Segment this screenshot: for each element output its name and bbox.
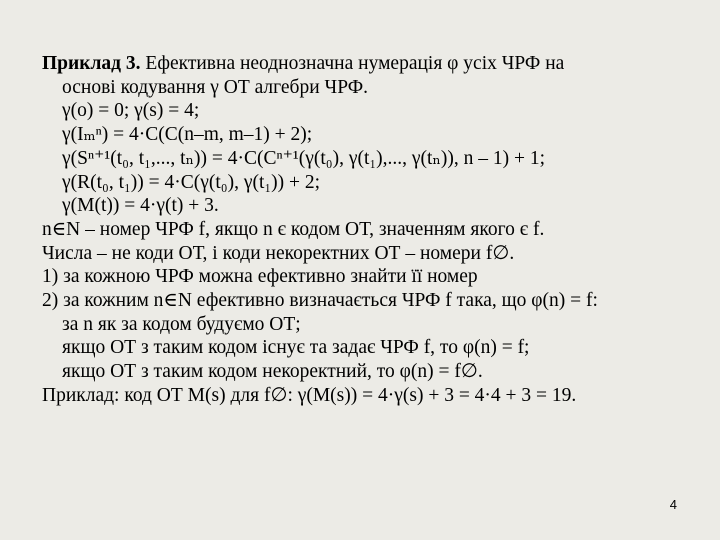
title-continuation: основі кодування γ ОТ алгебри ЧРФ. xyxy=(62,76,369,98)
slide-title xyxy=(42,52,702,76)
sub-line: якщо ОТ з таким кодом некоректний, то φ(n) = f∅. xyxy=(62,361,483,383)
example-heading: Приклад 3. xyxy=(42,53,141,74)
page-number: 4 xyxy=(669,497,677,512)
sub-line: якщо ОТ з таким кодом існує та задає ЧРФ f, то φ(n) = f; xyxy=(62,337,530,359)
body-line: 2) за кожним n∈N ефективно визначається ЧРФ f така, що φ(n) = f: xyxy=(42,290,598,312)
formula-line: γ(R(t₀, t₁)) = 4·C(γ(t₀), γ(t₁)) + 2; xyxy=(62,171,321,193)
body-line: 1) за кожною ЧРФ можна ефективно знайти її номер xyxy=(42,266,478,288)
title-text: Ефективна неоднозначна нумерація φ усіх ЧРФ на xyxy=(140,53,565,74)
formula-line: γ(Iₘⁿ) = 4·C(C(n–m, m–1) + 2); xyxy=(62,124,313,146)
formula-line: γ(M(t)) = 4·γ(t) + 3. xyxy=(62,195,219,217)
body-line: Числа – не коди ОТ, і коди некоректних ОТ – номери f∅. xyxy=(42,242,515,264)
example-line: Приклад: код ОТ M(s) для f∅: γ(M(s)) = 4·γ(s) + 3 = 4·4 + 3 = 19. xyxy=(42,384,577,406)
body-line: n∈N – номер ЧРФ f, якщо n є кодом ОТ, значенням якого є f. xyxy=(42,218,545,240)
sub-line: за n як за кодом будуємо ОТ; xyxy=(62,313,301,335)
slide-content xyxy=(42,52,702,408)
formula-line: γ(Sⁿ⁺¹(t₀, t₁,..., tₙ)) = 4·C(Cⁿ⁺¹(γ(t₀), γ(t₁),..., γ(tₙ)), n – 1) + 1; xyxy=(62,147,546,169)
formula-line: γ(o) = 0; γ(s) = 4; xyxy=(62,100,200,122)
